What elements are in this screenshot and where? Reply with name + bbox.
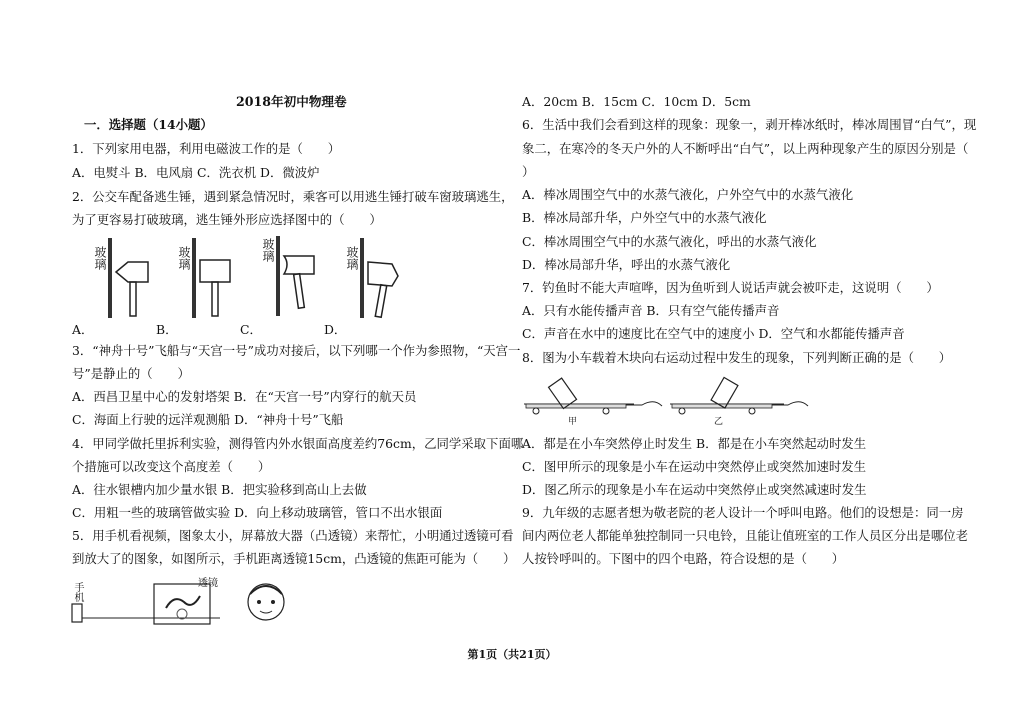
hammer-figures: [72, 232, 372, 336]
question-5-line-1: 5．用手机看视频，图象太小，屏幕放大器（凸透镜）来帮忙，小明通过透镜可看: [72, 528, 514, 543]
question-8-option-c: C．图甲所示的现象是小车在运动中突然停止或突然加速时发生: [522, 459, 867, 474]
question-7-options-1: A．只有水能传播声音 B．只有空气能传播声音: [522, 303, 780, 318]
figure-a-label: 甲: [568, 417, 578, 427]
question-8-line-1: 8．图为小车载着木块向右运动过程中发生的现象，下列判断正确的是（ ）: [522, 350, 952, 365]
hammer-a-icon: [106, 236, 158, 320]
glass-label: 玻璃: [345, 246, 359, 270]
question-6-line-3: ）: [522, 164, 535, 179]
question-6-option-a: A．棒冰周围空气中的水蒸气液化，户外空气中的水蒸气液化: [522, 187, 854, 202]
lens-label: 透镜: [198, 578, 218, 589]
question-5-line-2: 到放大了的图象，如图所示，手机距离透镜15cm，凸透镜的焦距可能为（ ）: [72, 551, 516, 566]
question-6-option-b: B．棒冰局部升华，户外空气中的水蒸气液化: [522, 210, 767, 225]
question-3-line-1: 3．“神舟十号”飞船与“天宫一号”成功对接后，以下列哪一个作为参照物，“天宫一: [72, 343, 521, 358]
question-3-options-2: C．海面上行驶的远洋观测船 D．“神舟十号”飞船: [72, 412, 344, 427]
option-a-label: A．: [72, 322, 94, 337]
glass-label: 玻璃: [261, 238, 275, 262]
question-7-options-2: C．声音在水中的速度比在空气中的速度小 D．空气和水都能传播声音: [522, 326, 905, 341]
glass-label: 玻璃: [93, 246, 107, 270]
section-heading: 一．选择题（14小题）: [84, 117, 213, 132]
option-d-label: D．: [324, 322, 347, 337]
question-9-line-3: 人按铃呼叫的。下图中的四个电路，符合设想的是（ ）: [522, 551, 845, 566]
question-3-options-1: A．西昌卫星中心的发射塔架 B．在“天宫一号”内穿行的航天员: [72, 389, 417, 404]
question-7-line-1: 7．钓鱼时不能大声喧哗，因为鱼听到人说话声就会被吓走，这说明（ ）: [522, 280, 939, 295]
question-3-line-2: 号”是静止的（ ）: [72, 366, 190, 381]
question-8-options-1: A．都是在小车突然停止时发生 B．都是在小车突然起动时发生: [522, 436, 867, 451]
question-6-line-2: 象二，在寒冷的冬天户外的人不断呼出“白气”，以上两种现象产生的原因分别是（: [522, 141, 969, 156]
option-b-label: B．: [156, 322, 178, 337]
page-footer: 第1页（共21页）: [467, 648, 557, 661]
figure-b-label: 乙: [714, 417, 724, 427]
question-2-line-2: 为了更容易打破玻璃，逃生锤外形应选择图中的（ ）: [72, 212, 382, 227]
question-4-options-1: A．往水银槽内加少量水银 B．把实验移到高山上去做: [72, 482, 367, 497]
question-4-options-2: C．用粗一些的玻璃管做实验 D．向上移动玻璃管，管口不出水银面: [72, 505, 443, 520]
question-4-line-1: 4．甲同学做托里拆利实验，测得管内外水银面高度差约76cm，乙同学采取下面哪: [72, 436, 524, 451]
question-5-options: A．20cm B．15cm C．10cm D．5cm: [522, 94, 751, 109]
question-9-line-1: 9．九年级的志愿者想为敬老院的老人设计一个呼叫电路。他们的设想是：同一房: [522, 505, 964, 520]
question-9-line-2: 间内两位老人都能单独控制同一只电铃，且能让值班室的工作人员区分出是哪位老: [522, 528, 969, 543]
question-6-line-1: 6．生活中我们会看到这样的现象：现象一，剥开棒冰纸时，棒冰周围冒“白气”，现: [522, 117, 977, 132]
phone-label: 手机: [72, 582, 83, 602]
question-6-option-c: C．棒冰周围空气中的水蒸气液化，呼出的水蒸气液化: [522, 234, 817, 249]
question-8-option-d: D．图乙所示的现象是小车在运动中突然停止或突然减速时发生: [522, 482, 867, 497]
hammer-d-icon: [358, 236, 410, 320]
question-1: 1．下列家用电器，利用电磁波工作的是（ ）: [72, 141, 341, 156]
page-title: 2018年初中物理卷: [236, 94, 347, 109]
question-4-line-2: 个措施可以改变这个高度差（ ）: [72, 459, 271, 474]
question-6-option-d: D．棒冰局部升华，呼出的水蒸气液化: [522, 257, 731, 272]
hammer-b-icon: [190, 236, 242, 320]
option-c-label: C．: [240, 322, 262, 337]
cart-figures: [522, 370, 882, 430]
glass-label: 玻璃: [177, 246, 191, 270]
hammer-c-icon: [274, 234, 326, 318]
question-1-options: A．电熨斗 B．电风扇 C．洗衣机 D．微波炉: [72, 165, 320, 180]
question-2-line-1: 2．公交车配备逃生锤，遇到紧急情况时，乘客可以用逃生锤打破车窗玻璃逃生，: [72, 189, 514, 204]
lens-figure: [70, 574, 330, 634]
